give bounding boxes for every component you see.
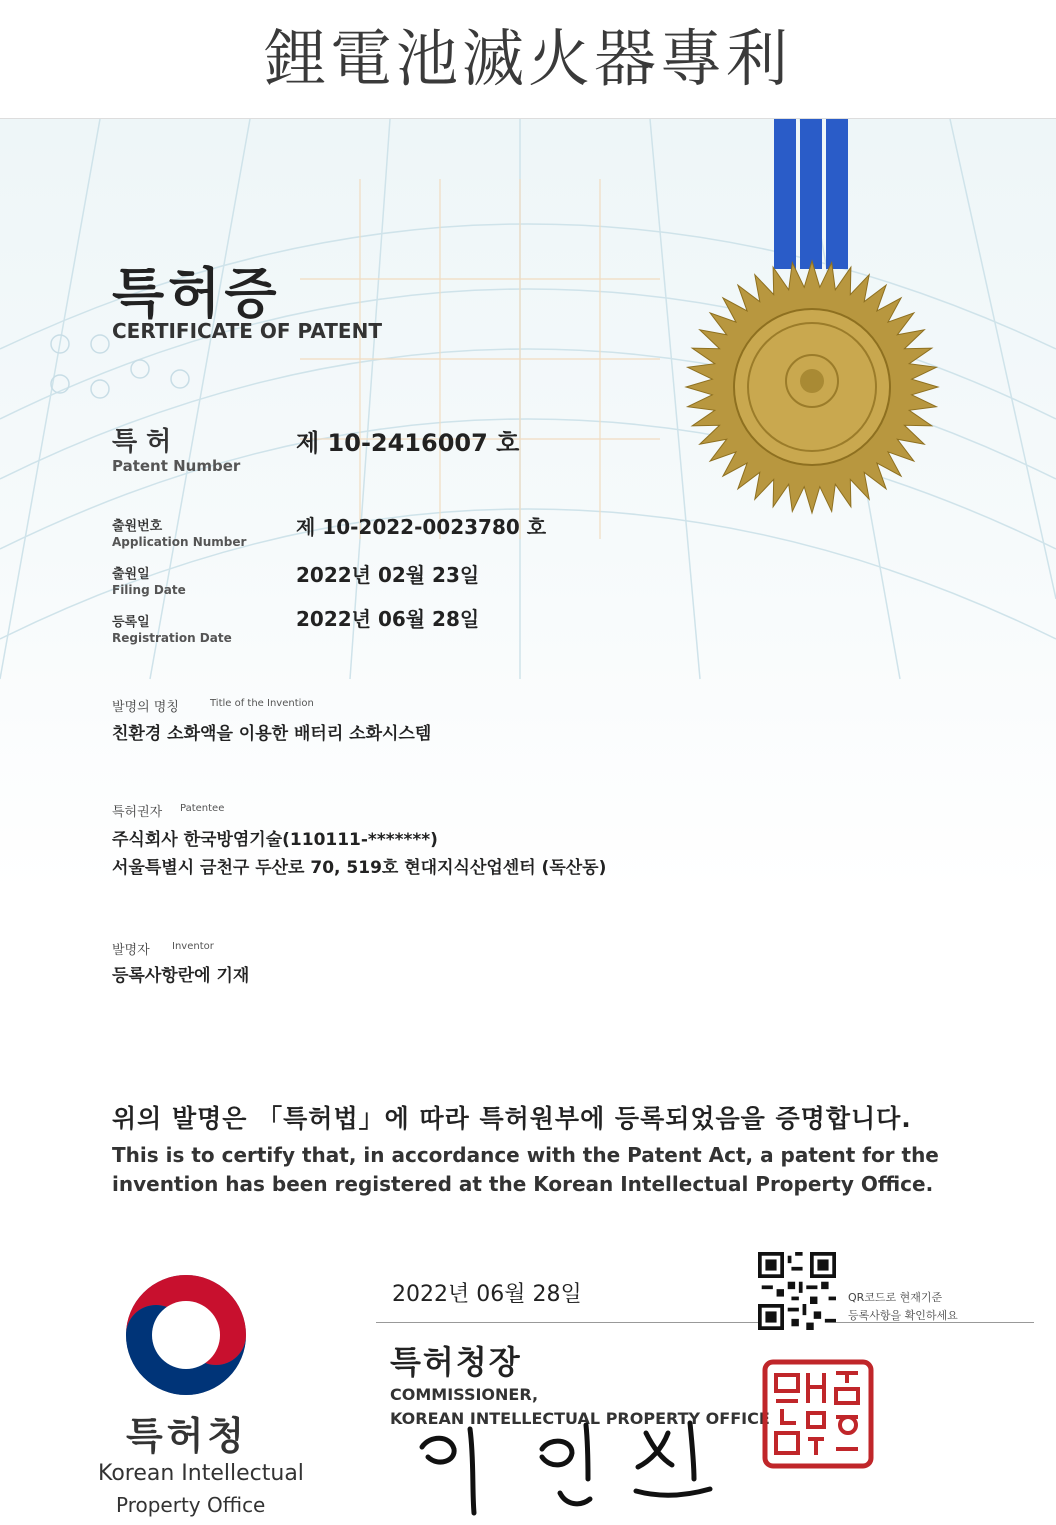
qr-code <box>758 1252 836 1330</box>
filing-date-value: 2022년 02월 23일 <box>296 563 480 587</box>
filing-date-label-kr: 출원일 <box>112 567 150 582</box>
filing-date-label-en: Filing Date <box>112 583 186 597</box>
registration-date-label-en: Registration Date <box>112 631 232 645</box>
official-red-stamp <box>762 1359 874 1469</box>
application-number-label-kr: 출원번호 <box>112 519 163 534</box>
gold-seal <box>684 259 940 515</box>
invention-title: 친환경 소화액을 이용한 배터리 소화시스템 <box>112 724 432 744</box>
qr-note-line-2: 등록사항을 확인하세요 <box>848 1309 958 1322</box>
patentee-address: 서울특별시 금천구 두산로 70, 519호 현대지식산업센터 (독산동) <box>112 858 607 878</box>
banner <box>0 0 1056 118</box>
ribbon-left <box>774 119 796 269</box>
commissioner-signature <box>410 1409 730 1519</box>
issue-date: 2022년 06월 28일 <box>392 1282 582 1307</box>
registration-date-label-kr: 등록일 <box>112 615 150 630</box>
certification-statement-kr: 위의 발명은 「특허법」에 따라 특허원부에 등록되었음을 증명합니다. <box>112 1104 912 1133</box>
inventor-label-kr: 발명자 <box>112 943 150 958</box>
kipo-logo-en-1: Korean Intellectual <box>98 1461 304 1486</box>
kipo-logo-en-2: Property Office <box>116 1493 266 1517</box>
ribbon-right <box>826 119 848 269</box>
certificate-title-en: CERTIFICATE OF PATENT <box>112 319 382 343</box>
ribbon-center <box>800 119 822 269</box>
commissioner-title-en-2: KOREAN INTELLECTUAL PROPERTY OFFICE <box>390 1409 770 1428</box>
invention-label-kr: 발명의 명칭 <box>112 700 179 715</box>
commissioner-title-en-1: COMMISSIONER, <box>390 1385 539 1404</box>
invention-label-en: Title of the Invention <box>210 698 314 709</box>
patentee-name: 주식회사 한국방염기술(110111-*******) <box>112 830 438 850</box>
kipo-logo-kr: 특허청 <box>126 1414 249 1458</box>
patent-certificate <box>0 118 1056 1525</box>
certificate-title-kr: 특허증 <box>112 262 281 325</box>
application-number-value: 제 10-2022-0023780 호 <box>296 515 547 539</box>
kipo-taeguk-logo <box>118 1267 254 1403</box>
certification-statement-en-1: This is to certify that, in accordance with the Patent Act, a patent for the <box>112 1143 939 1167</box>
patent-number-label-kr: 특 허 <box>112 427 172 457</box>
inventor-value: 등록사항란에 기재 <box>112 966 250 986</box>
banner-title: 鋰電池滅火器專利 <box>263 22 792 95</box>
commissioner-title-kr: 특허청장 <box>390 1343 522 1381</box>
patent-number-value: 제 10-2416007 호 <box>296 429 520 457</box>
registration-date-value: 2022년 06월 28일 <box>296 607 480 631</box>
qr-note-line-1: QR코드로 현재기준 <box>848 1291 943 1304</box>
inventor-label-en: Inventor <box>172 941 214 952</box>
patent-number-label-en: Patent Number <box>112 457 241 475</box>
application-number-label-en: Application Number <box>112 535 247 549</box>
patentee-label-kr: 특허권자 <box>112 805 163 820</box>
patentee-label-en: Patentee <box>180 803 225 814</box>
certification-statement-en-2: invention has been registered at the Korean Intellectual Property Office. <box>112 1172 934 1196</box>
